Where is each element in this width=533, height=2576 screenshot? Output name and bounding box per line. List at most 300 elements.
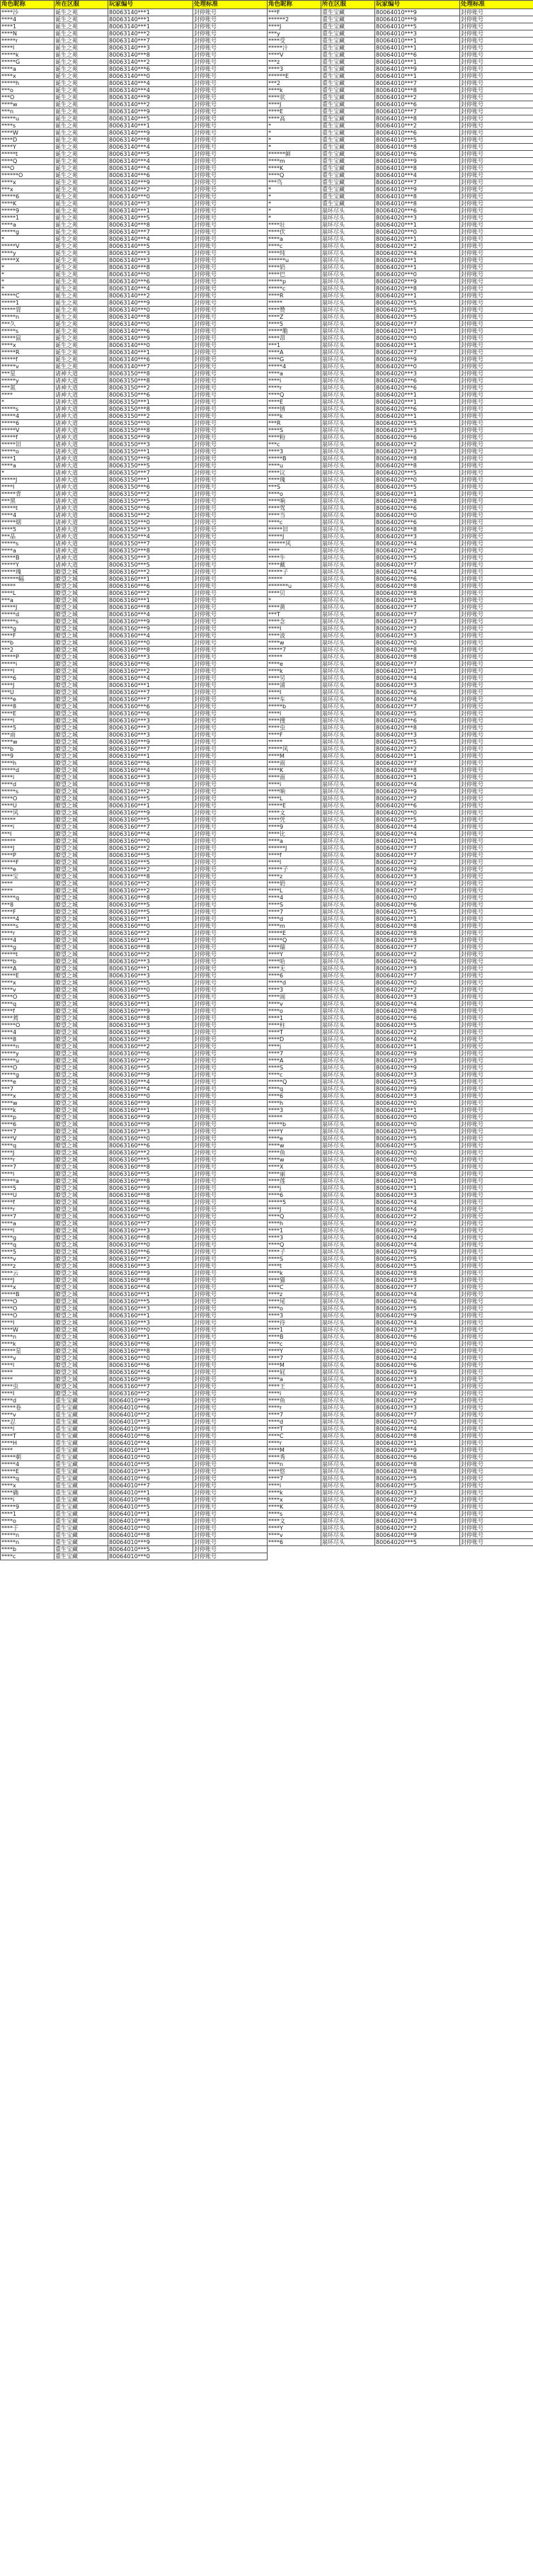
cell-player-id: 80064020***5 xyxy=(375,817,460,824)
cell-action: 封停账号 xyxy=(460,385,533,392)
table-row xyxy=(1,717,268,725)
cell-action: 封停账号 xyxy=(193,392,268,399)
cell-player-id: 80063160***8 xyxy=(108,1348,193,1355)
cell-player-id: 80063160***3 xyxy=(108,1227,193,1235)
cell-player-id: 80064020***4 xyxy=(375,1206,460,1213)
cell-server: 瞭望之城 xyxy=(55,873,108,880)
cell-action: 封停账号 xyxy=(460,236,533,243)
cell-player-id: 80063140***3 xyxy=(108,45,193,52)
cell-server: 诸神大道 xyxy=(55,505,108,512)
table-row xyxy=(1,434,268,441)
table-row xyxy=(1,1348,268,1355)
cell-server: 崩坏尽头 xyxy=(321,1192,375,1199)
table-row xyxy=(1,1355,268,1362)
cell-role-name: ****哈 xyxy=(268,958,321,965)
cell-server: 诞生之苑 xyxy=(55,59,108,66)
table-row xyxy=(268,165,533,172)
cell-server: 崩坏尽头 xyxy=(321,887,375,895)
cell-player-id: 80064020***7 xyxy=(375,562,460,569)
table-row xyxy=(1,1426,268,1433)
cell-action: 封停账号 xyxy=(193,1312,268,1320)
table-row xyxy=(268,1525,533,1532)
table-row xyxy=(268,370,533,378)
cell-action: 封停账号 xyxy=(460,229,533,236)
table-row xyxy=(268,1447,533,1454)
cell-role-name: *****y xyxy=(1,1050,55,1057)
cell-server: 瞭望之城 xyxy=(55,668,108,675)
cell-server: 崩坏尽头 xyxy=(321,880,375,887)
cell-server: 瞭望之城 xyxy=(55,795,108,802)
cell-role-name: *****s xyxy=(1,540,55,547)
cell-server: 瞭望之城 xyxy=(55,739,108,746)
cell-server: 瞭望之城 xyxy=(55,1213,108,1220)
cell-server: 瞭望之城 xyxy=(55,1164,108,1171)
cell-role-name: ****雨 xyxy=(268,760,321,767)
table-row xyxy=(1,1341,268,1348)
cell-player-id: 80064020***4 xyxy=(375,1199,460,1206)
table-row xyxy=(268,1100,533,1107)
cell-action: 封停账号 xyxy=(193,1022,268,1029)
cell-action: 封停账号 xyxy=(193,1242,268,1249)
table-row xyxy=(1,208,268,215)
cell-role-name: ****Q xyxy=(268,392,321,399)
cell-player-id: 80063140***7 xyxy=(108,363,193,370)
cell-action: 封停账号 xyxy=(460,831,533,838)
cell-role-name: ****纯 xyxy=(268,250,321,257)
cell-server: 崩坏尽头 xyxy=(321,1079,375,1086)
cell-action: 封停账号 xyxy=(193,1057,268,1065)
cell-server: 崩坏尽头 xyxy=(321,1461,375,1468)
cell-server: 瞭望之城 xyxy=(55,1029,108,1036)
cell-server: 崩坏尽头 xyxy=(321,314,375,321)
cell-server: 崩坏尽头 xyxy=(321,1015,375,1022)
cell-server: 瞭望之城 xyxy=(55,1390,108,1397)
cell-action: 封停账号 xyxy=(460,1057,533,1065)
table-row xyxy=(1,1440,268,1447)
cell-server: 崩坏尽头 xyxy=(321,441,375,448)
table-row xyxy=(268,838,533,845)
cell-server: 崩坏尽头 xyxy=(321,1405,375,1412)
cell-role-name: ****v xyxy=(268,1532,321,1539)
table-row xyxy=(268,632,533,640)
table-row xyxy=(1,293,268,300)
cell-player-id: 80063160***2 xyxy=(108,1036,193,1043)
cell-player-id: 80064020***1 xyxy=(375,413,460,420)
cell-role-name: ****4 xyxy=(1,512,55,519)
cell-action: 封停账号 xyxy=(193,1015,268,1022)
cell-server: 崩坏尽头 xyxy=(321,1249,375,1256)
cell-player-id: 80063160***2 xyxy=(108,1043,193,1050)
cell-role-name: ****7 xyxy=(268,1475,321,1482)
cell-server: 诸神大道 xyxy=(55,512,108,519)
cell-server: 崩坏尽头 xyxy=(321,987,375,994)
table-row xyxy=(1,392,268,399)
cell-action: 封停账号 xyxy=(460,1199,533,1206)
cell-role-name: *****r xyxy=(1,38,55,45)
table-row xyxy=(268,1312,533,1320)
table-row xyxy=(268,1121,533,1128)
cell-server: 瞭望之城 xyxy=(55,916,108,923)
cell-role-name: ****j xyxy=(268,1043,321,1050)
cell-role-name: *****C xyxy=(1,293,55,300)
cell-player-id: 80063160***2 xyxy=(108,668,193,675)
cell-action: 封停账号 xyxy=(460,852,533,859)
cell-action: 封停账号 xyxy=(460,1107,533,1114)
cell-role-name: ****l xyxy=(1,1362,55,1369)
cell-player-id: 80064020***5 xyxy=(375,314,460,321)
cell-player-id: 80064020***3 xyxy=(375,732,460,739)
cell-player-id: 80064010***6 xyxy=(375,130,460,137)
cell-role-name: *****f xyxy=(1,356,55,363)
cell-action: 封停账号 xyxy=(460,1235,533,1242)
cell-player-id: 80064020***0 xyxy=(375,640,460,647)
cell-server: 崩坏尽头 xyxy=(321,1107,375,1114)
cell-player-id: 80064020***8 xyxy=(375,455,460,463)
cell-player-id: 80064020***1 xyxy=(375,916,460,923)
cell-server: 崩坏尽头 xyxy=(321,859,375,866)
table-row xyxy=(268,1320,533,1327)
cell-server: 崩坏尽头 xyxy=(321,1050,375,1057)
cell-server: 崩坏尽头 xyxy=(321,1022,375,1029)
cell-role-name: ****k xyxy=(268,413,321,420)
table-row xyxy=(268,257,533,264)
cell-player-id: 80063140***4 xyxy=(108,158,193,165)
cell-action: 封停账号 xyxy=(193,1362,268,1369)
cell-player-id: 80064010***5 xyxy=(375,23,460,30)
cell-action: 封停账号 xyxy=(193,130,268,137)
cell-role-name: ****I xyxy=(1,1390,55,1397)
cell-role-name: ****c xyxy=(268,519,321,526)
cell-role-name: *****V xyxy=(1,427,55,434)
cell-action: 封停账号 xyxy=(460,1454,533,1461)
cell-server: 瞭望之城 xyxy=(55,1171,108,1178)
cell-player-id: 80064010***9 xyxy=(375,66,460,73)
table-row xyxy=(1,1242,268,1249)
table-row xyxy=(1,547,268,555)
cell-role-name: ****待 xyxy=(268,1320,321,1327)
cell-role-name: *****n xyxy=(1,314,55,321)
cell-role-name: ****Y xyxy=(1,144,55,151)
cell-action: 封停账号 xyxy=(460,1128,533,1135)
cell-role-name: *****V xyxy=(1,243,55,250)
cell-server: 崩坏尽头 xyxy=(321,448,375,455)
cell-player-id: 80064020***9 xyxy=(375,1086,460,1093)
cell-action: 封停账号 xyxy=(460,1178,533,1185)
cell-role-name: ****c xyxy=(268,1341,321,1348)
cell-action: 封停账号 xyxy=(460,703,533,710)
cell-action: 封停账号 xyxy=(193,654,268,661)
cell-player-id: 80063160***7 xyxy=(108,696,193,703)
cell-role-name: ***** xyxy=(1,838,55,845)
cell-action: 封停账号 xyxy=(193,285,268,293)
cell-server: 崩坏尽头 xyxy=(321,1525,375,1532)
cell-action: 封停账号 xyxy=(460,682,533,689)
cell-role-name: ****M xyxy=(268,1447,321,1454)
cell-action: 封停账号 xyxy=(193,661,268,668)
cell-server: 诞生之苑 xyxy=(55,130,108,137)
table-row xyxy=(268,300,533,307)
cell-player-id: 80064020***7 xyxy=(375,1284,460,1291)
table-row xyxy=(268,1107,533,1114)
cell-player-id: 80064020***6 xyxy=(375,434,460,441)
cell-action: 封停账号 xyxy=(460,264,533,271)
cell-action: 封停账号 xyxy=(193,1405,268,1412)
cell-role-name: ****s xyxy=(1,123,55,130)
cell-player-id: 80063160***3 xyxy=(108,1128,193,1135)
cell-action: 封停账号 xyxy=(193,987,268,994)
cell-player-id: 80064020***9 xyxy=(375,1369,460,1376)
cell-role-name: *****n xyxy=(1,1532,55,1539)
table-row xyxy=(1,158,268,165)
cell-role-name: ****8 xyxy=(1,1036,55,1043)
cell-player-id: 80063150***1 xyxy=(108,399,193,406)
cell-action: 封停账号 xyxy=(460,710,533,717)
cell-player-id: 80064020***7 xyxy=(375,972,460,980)
cell-player-id: 80063160***2 xyxy=(108,930,193,937)
cell-player-id: 80063160***8 xyxy=(108,1235,193,1242)
cell-server: 崩坏尽头 xyxy=(321,1362,375,1369)
table-row xyxy=(1,625,268,632)
table-row xyxy=(268,420,533,427)
cell-role-name: ****O xyxy=(1,1312,55,1320)
cell-role-name: ****O xyxy=(1,994,55,1001)
cell-server: 崩坏尽头 xyxy=(321,505,375,512)
cell-action: 封停账号 xyxy=(193,887,268,895)
cell-player-id: 80063150***3 xyxy=(108,526,193,533)
table-row xyxy=(1,1043,268,1050)
cell-role-name: ****波 xyxy=(268,632,321,640)
cell-action: 封停账号 xyxy=(460,958,533,965)
cell-player-id: 80064020***8 xyxy=(375,583,460,590)
cell-action: 封停账号 xyxy=(460,73,533,80)
cell-action: 封停账号 xyxy=(460,378,533,385)
table-row xyxy=(1,1213,268,1220)
cell-action: 封停账号 xyxy=(460,1511,533,1518)
cell-action: 封停账号 xyxy=(193,1220,268,1227)
cell-action: 封停账号 xyxy=(460,1397,533,1405)
cell-role-name: ******鲜 xyxy=(268,151,321,158)
cell-role-name: ****莲 xyxy=(268,1178,321,1185)
cell-role-name: *****E xyxy=(1,1468,55,1475)
cell-player-id: 80064020***5 xyxy=(375,1128,460,1135)
cell-player-id: 80063140***1 xyxy=(108,349,193,356)
cell-action: 封停账号 xyxy=(193,59,268,66)
cell-role-name: ***O xyxy=(1,94,55,101)
cell-action: 封停账号 xyxy=(193,1164,268,1171)
table-row xyxy=(1,328,268,335)
cell-server: 崩坏尽头 xyxy=(321,866,375,873)
cell-server: 崩坏尽头 xyxy=(321,958,375,965)
cell-server: 瞭望之城 xyxy=(55,781,108,788)
cell-server: 瞭望之城 xyxy=(55,866,108,873)
cell-action: 封停账号 xyxy=(193,278,268,285)
cell-player-id: 80063160***3 xyxy=(108,1022,193,1029)
cell-server: 瞭望之城 xyxy=(55,1022,108,1029)
table-row xyxy=(1,363,268,370)
table-row xyxy=(1,1114,268,1121)
table-row xyxy=(1,1256,268,1263)
cell-server: 诞生之苑 xyxy=(55,222,108,229)
table-row xyxy=(268,937,533,944)
cell-player-id: 80064010***7 xyxy=(375,80,460,87)
cell-role-name: *****B xyxy=(1,1291,55,1298)
cell-action: 封停账号 xyxy=(460,1050,533,1057)
cell-server: 崩坏尽头 xyxy=(321,285,375,293)
cell-server: 诞生之苑 xyxy=(55,73,108,80)
cell-server: 瞭望之城 xyxy=(55,1320,108,1327)
cell-action: 封停账号 xyxy=(193,965,268,972)
cell-role-name: ****m xyxy=(268,158,321,165)
cell-server: 诞生之苑 xyxy=(55,271,108,278)
cell-action: 封停账号 xyxy=(193,1199,268,1206)
cell-server: 诞生之苑 xyxy=(55,342,108,349)
cell-role-name: ****M xyxy=(268,753,321,760)
cell-role-name: ***鸟 xyxy=(268,179,321,186)
cell-player-id: 80064020***6 xyxy=(375,958,460,965)
table-row xyxy=(1,533,268,540)
cell-player-id: 80064020***4 xyxy=(375,1426,460,1433)
cell-role-name: *****Q xyxy=(268,937,321,944)
cell-role-name: ****鱼 xyxy=(268,1150,321,1157)
cell-role-name: ****X xyxy=(268,1164,321,1171)
cell-action: 封停账号 xyxy=(460,1412,533,1419)
cell-server: 诸神大道 xyxy=(55,370,108,378)
cell-action: 封停账号 xyxy=(193,498,268,505)
cell-player-id: 80064020***6 xyxy=(375,717,460,725)
cell-action: 封停账号 xyxy=(460,1171,533,1178)
cell-player-id: 80063160***0 xyxy=(108,1213,193,1220)
table-row xyxy=(1,604,268,611)
cell-action: 封停账号 xyxy=(193,1121,268,1128)
cell-role-name: ****w xyxy=(268,640,321,647)
cell-role-name: ****Q xyxy=(268,1242,321,1249)
table-row xyxy=(268,1518,533,1525)
cell-role-name: ****y xyxy=(1,250,55,257)
cell-role-name: ****W xyxy=(1,1327,55,1334)
cell-player-id: 80063140***0 xyxy=(108,321,193,328)
cell-player-id: 80064010***9 xyxy=(108,1397,193,1405)
table-row xyxy=(268,887,533,895)
cell-player-id: 80063160***7 xyxy=(108,824,193,831)
table-row xyxy=(1,1100,268,1107)
cell-player-id: 80064020***5 xyxy=(375,420,460,427)
table-row xyxy=(1,59,268,66)
cell-role-name: ****E xyxy=(1,710,55,717)
cell-role-name: ****Y xyxy=(268,1525,321,1532)
cell-server: 诸神大道 xyxy=(55,533,108,540)
table-row xyxy=(268,767,533,774)
cell-action: 封停账号 xyxy=(193,38,268,45)
cell-role-name: ****o xyxy=(268,491,321,498)
cell-action: 封停账号 xyxy=(460,583,533,590)
cell-server: 崩坏尽头 xyxy=(321,385,375,392)
table-row xyxy=(268,1539,533,1546)
cell-server: 瞭望之城 xyxy=(55,1277,108,1284)
cell-role-name: ***** xyxy=(268,739,321,746)
cell-player-id: 80063160***1 xyxy=(108,965,193,972)
cell-role-name: ****赞 xyxy=(268,307,321,314)
cell-role-name: ***O xyxy=(1,165,55,172)
cell-role-name: ****r xyxy=(268,385,321,392)
cell-player-id: 80063140***0 xyxy=(108,271,193,278)
cell-action: 封停账号 xyxy=(460,1468,533,1475)
cell-action: 封停账号 xyxy=(193,859,268,866)
cell-player-id: 80063160***0 xyxy=(108,987,193,994)
cell-action: 封停账号 xyxy=(460,647,533,654)
cell-role-name: *****q xyxy=(1,895,55,902)
cell-role-name: ****g xyxy=(1,625,55,632)
cell-player-id: 80063160***9 xyxy=(108,1121,193,1128)
table-row xyxy=(268,597,533,604)
cell-role-name: *****d xyxy=(1,611,55,618)
cell-server: 崩坏尽头 xyxy=(321,611,375,618)
cell-role-name: *****c xyxy=(268,285,321,293)
cell-action: 封停账号 xyxy=(193,23,268,30)
cell-action: 封停账号 xyxy=(460,1065,533,1072)
cell-action: 封停账号 xyxy=(193,980,268,987)
table-row xyxy=(268,470,533,477)
cell-role-name: ***c xyxy=(268,441,321,448)
cell-role-name: ****P xyxy=(1,852,55,859)
table-row xyxy=(268,1128,533,1135)
cell-action: 封停账号 xyxy=(460,1164,533,1171)
cell-player-id: 80063160***6 xyxy=(108,1362,193,1369)
cell-role-name: *****风 xyxy=(268,746,321,753)
table-row xyxy=(1,902,268,909)
cell-action: 封停账号 xyxy=(460,215,533,222)
cell-action: 封停账号 xyxy=(193,179,268,186)
cell-action: 封停账号 xyxy=(193,682,268,689)
cell-role-name: *****t xyxy=(1,151,55,158)
cell-action: 封停账号 xyxy=(193,236,268,243)
table-row xyxy=(1,1312,268,1320)
cell-role-name: ****S xyxy=(268,1065,321,1072)
cell-role-name: ****受 xyxy=(268,38,321,45)
cell-player-id: 80063150***5 xyxy=(108,498,193,505)
cell-server: 重生宝藏 xyxy=(321,23,375,30)
cell-server: 诞生之苑 xyxy=(55,335,108,342)
cell-player-id: 80064010***9 xyxy=(108,1426,193,1433)
cell-action: 封停账号 xyxy=(193,321,268,328)
cell-role-name: ****1 xyxy=(1,23,55,30)
cell-role-name: ****奶 xyxy=(268,880,321,887)
table-row xyxy=(1,781,268,788)
table-row xyxy=(268,1433,533,1440)
cell-role-name: ****文 xyxy=(268,810,321,817)
cell-action: 封停账号 xyxy=(193,1029,268,1036)
cell-role-name: * xyxy=(1,236,55,243)
table-row xyxy=(268,1114,533,1121)
table-row xyxy=(1,661,268,668)
cell-player-id: 80063160***0 xyxy=(108,923,193,930)
cell-action: 封停账号 xyxy=(460,9,533,16)
table-row xyxy=(1,540,268,547)
cell-player-id: 80064020***1 xyxy=(375,342,460,349)
cell-player-id: 80064020***6 xyxy=(375,378,460,385)
cell-server: 崩坏尽头 xyxy=(321,1029,375,1036)
cell-player-id: 80063140***2 xyxy=(108,30,193,38)
cell-player-id: 80064020***3 xyxy=(375,994,460,1001)
cell-server: 崩坏尽头 xyxy=(321,909,375,916)
cell-server: 崩坏尽头 xyxy=(321,788,375,795)
cell-player-id: 80063160***9 xyxy=(108,618,193,625)
cell-player-id: 80063160***5 xyxy=(108,909,193,916)
table-row xyxy=(268,682,533,689)
cell-server: 崩坏尽头 xyxy=(321,583,375,590)
table-row xyxy=(268,1334,533,1341)
cell-action: 封停账号 xyxy=(193,1142,268,1150)
cell-action: 封停账号 xyxy=(193,604,268,611)
